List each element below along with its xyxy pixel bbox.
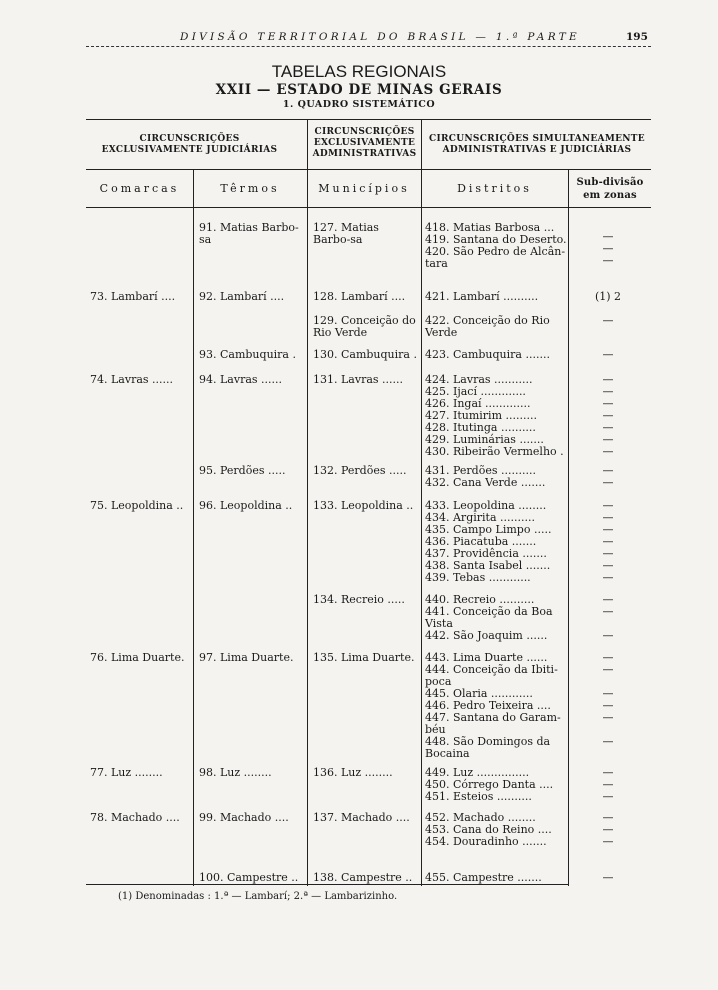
zona-cell: — [602,409,614,422]
zona-cell: — [602,511,614,524]
zona-cell: — [602,433,614,446]
header-rule [86,46,651,47]
zona-cell: — [602,421,614,434]
comarca-cell: 74. Lavras ...... [90,373,174,386]
zona-cell: — [602,385,614,398]
distrito-cell: 427. Itumirim ......... [425,409,537,422]
zona-cell: — [602,373,614,386]
distrito-cell: 433. Leopoldina ........ [425,499,547,512]
group-header-rule [86,169,651,170]
distrito-cell: 446. Pedro Teixeira .... [425,699,551,712]
distrito-cell: 442. São Joaquim ...... [425,629,548,642]
section-title: XXII — ESTADO DE MINAS GERAIS [215,82,503,98]
distrito-cell: 440. Recreio .......... [425,593,535,606]
distrito-cell: 434. Argirita .......... [425,511,535,524]
distrito-cell: 453. Cana do Reino .... [425,823,552,836]
distrito-cell: 447. Santana do Garam-béu [425,711,561,736]
municipio-cell: 137. Machado .... [313,811,410,824]
zona-cell: — [602,735,614,748]
comarca-cell: 75. Leopoldina .. [90,499,184,512]
table-top-rule [86,119,651,120]
termo-cell: 96. Leopoldina .. [199,499,293,512]
group-header-simultaneas: CIRCUNSCRIÇÕES SIMULTANEAMENTE ADMINISTRATIVAS E JUDICIÁRIAS [429,134,645,155]
distrito-cell: 443. Lima Duarte ...... [425,651,548,664]
column-header-rule [86,207,651,208]
distrito-cell: 444. Conceição da Ibiti-poca [425,663,558,688]
distrito-cell: 423. Cambuquira ....... [425,348,550,361]
group-divider-1 [307,119,308,170]
zona-cell: — [602,711,614,724]
zona-cell: — [602,663,614,676]
zona-cell: — [602,559,614,572]
table-bottom-rule [86,884,568,885]
distrito-cell: 419. Santana do Deserto. [425,233,567,246]
zona-cell: — [602,605,614,618]
footnote: (1) Denominadas : 1.ª — Lambarí; 2.ª — Lambarizinho. [118,891,398,902]
zona-cell: — [602,835,614,848]
distrito-cell: 455. Campestre ....... [425,871,542,884]
zona-cell: — [602,687,614,700]
termo-cell: 100. Campestre .. [199,871,299,884]
column-header-comarcas: Comarcas [99,182,180,195]
distrito-cell: 435. Campo Limpo ..... [425,523,552,536]
distrito-cell: 418. Matias Barbosa ... [425,221,555,234]
termo-cell: 91. Matias Barbo-sa [199,221,299,246]
zona-cell: — [602,535,614,548]
municipio-cell: 136. Luz ........ [313,766,393,779]
zona-cell: — [602,871,614,884]
zona-cell: — [602,464,614,477]
zona-cell: — [602,547,614,560]
comarca-cell: 77. Luz ........ [90,766,163,779]
zona-cell: — [602,242,614,255]
zona-cell: — [602,571,614,584]
zona-cell: — [602,523,614,536]
column-header-termos: Têrmos [220,182,280,195]
distrito-cell: 425. Ijací ............. [425,385,526,398]
municipio-cell: 134. Recreio ..... [313,593,405,606]
distrito-cell: 438. Santa Isabel ....... [425,559,551,572]
municipio-cell: 132. Perdões ..... [313,464,407,477]
municipio-cell: 127. Matias Barbo-sa [313,221,379,246]
column-header-municipios: Municípios [318,182,410,195]
zona-cell: — [602,397,614,410]
municipio-cell: 130. Cambuquira . [313,348,417,361]
zona-cell: — [602,314,614,327]
column-header-subdivisao: Sub-divisão em zonas [576,177,644,201]
distrito-cell: 451. Esteios .......... [425,790,532,803]
column-divider-zonas [568,169,569,886]
zona-cell: — [602,593,614,606]
zona-cell: — [602,790,614,803]
municipio-cell: 135. Lima Duarte. [313,651,415,664]
zona-cell: — [602,811,614,824]
zona-cell: — [602,699,614,712]
termo-cell: 92. Lambarí .... [199,290,285,303]
municipio-cell: 129. Conceição do Rio Verde [313,314,416,339]
termo-cell: 97. Lima Duarte. [199,651,294,664]
zona-cell: — [602,766,614,779]
distrito-cell: 436. Piacatuba ....... [425,535,537,548]
comarca-cell: 73. Lambarí .... [90,290,176,303]
zona-cell: — [602,254,614,267]
zona-cell: — [602,476,614,489]
group-divider-2 [421,119,422,170]
running-head: DIVISÃO TERRITORIAL DO BRASIL — 1.ª PARTE [180,31,580,43]
distrito-cell: 452. Machado ........ [425,811,536,824]
distrito-cell: 454. Douradinho ....... [425,835,547,848]
distrito-cell: 437. Providência ....... [425,547,547,560]
group-header-judiciarias: CIRCUNSCRIÇÕES EXCLUSIVAMENTE JUDICIÁRIAS [101,134,278,155]
zona-cell: — [602,778,614,791]
distrito-cell: 426. Ingaí ............. [425,397,531,410]
distrito-cell: 441. Conceição da Boa Vista [425,605,553,630]
column-divider-termos [193,169,194,886]
page-number: 195 [626,31,648,43]
zona-cell: — [602,230,614,243]
municipio-cell: 128. Lambarí .... [313,290,406,303]
municipio-cell: 138. Campestre .. [313,871,413,884]
distrito-cell: 449. Luz ............... [425,766,530,779]
termo-cell: 94. Lavras ...... [199,373,283,386]
subsection-title: 1. QUADRO SISTEMÁTICO [282,99,436,110]
zona-cell: — [602,499,614,512]
column-header-distritos: Distritos [457,182,532,195]
distrito-cell: 428. Itutinga .......... [425,421,536,434]
distrito-cell: 422. Conceição do Rio Verde [425,314,550,339]
distrito-cell: 448. São Domingos da Bocaina [425,735,551,760]
termo-cell: 95. Perdões ..... [199,464,286,477]
zona-cell: — [602,629,614,642]
group-header-administrativas: CIRCUNSCRIÇÕES EXCLUSIVAMENTE ADMINISTRATIVAS [312,127,417,159]
municipio-cell: 133. Leopoldina .. [313,499,414,512]
termo-cell: 98. Luz ........ [199,766,272,779]
zona-cell: — [602,823,614,836]
distrito-cell: 430. Ribeirão Vermelho . [425,445,564,458]
distrito-cell: 445. Olaria ............ [425,687,533,700]
distrito-cell: 420. São Pedro de Alcân-tara [425,245,566,270]
comarca-cell: 76. Lima Duarte. [90,651,185,664]
distrito-cell: 424. Lavras ........... [425,373,533,386]
termo-cell: 93. Cambuquira . [199,348,296,361]
distrito-cell: 431. Perdões .......... [425,464,536,477]
zona-cell: — [602,445,614,458]
distrito-cell: 421. Lambarí .......... [425,290,539,303]
distrito-cell: 450. Córrego Danta .... [425,778,554,791]
distrito-cell: 439. Tebas ............ [425,571,531,584]
column-divider-municipios [307,169,308,886]
page-title: TABELAS REGIONAIS [271,62,447,81]
comarca-cell: 78. Machado .... [90,811,180,824]
termo-cell: 99. Machado .... [199,811,289,824]
zona-cell: (1) 2 [594,290,622,303]
column-divider-distritos [421,169,422,886]
distrito-cell: 432. Cana Verde ....... [425,476,546,489]
zona-cell: — [602,651,614,664]
distrito-cell: 429. Luminárias ....... [425,433,544,446]
municipio-cell: 131. Lavras ...... [313,373,404,386]
zona-cell: — [602,348,614,361]
